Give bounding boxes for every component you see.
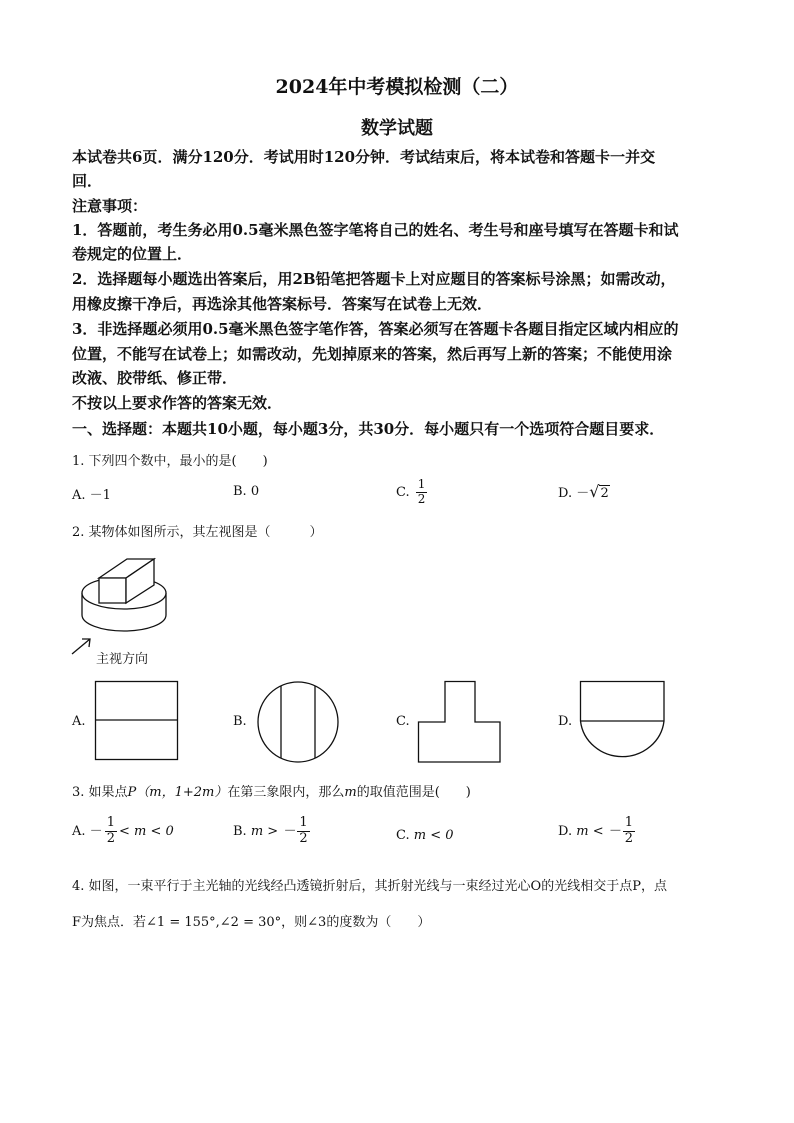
q3-option-a-minus: － [89, 823, 103, 839]
q3-option-a-numerator: 1 [106, 815, 115, 830]
q1-option-a: A. －1 [72, 488, 111, 503]
q3-variable: m [344, 785, 357, 800]
q3-option-d-label: D. [558, 823, 573, 839]
q3-option-d-denominator: 2 [624, 830, 634, 846]
note-2-line-2: 用橡皮擦干净后，再选涂其他答案标号．答案写在试卷上无效． [72, 295, 493, 313]
q2-option-b-label: B. [233, 714, 247, 729]
q1-option-c [396, 478, 429, 507]
intro-line-1: 本试卷共6页．满分120分．考试用时120分钟．考试结束后，将本试卷和答题卡一并交 [72, 148, 656, 166]
q1-option-c-label: C. [396, 484, 410, 500]
intro-line-2: 回． [72, 172, 103, 190]
q1-option-d [558, 482, 610, 501]
q3-point: P [127, 785, 137, 800]
q1-option-c-numerator: 1 [417, 477, 426, 491]
q3-option-c [396, 828, 454, 843]
q2-stem: 2. 某物体如图所示，其左视图是（ ） [72, 525, 323, 540]
sqrt-sign-icon: √ [589, 482, 600, 501]
note-1-line-1: 1．答题前，考生务必用0.5毫米黑色签字笔将自己的姓名、考生号和座号填写在答题卡和试 [72, 221, 679, 239]
q3-option-c-inequality: m < 0 [413, 828, 454, 843]
q3-option-a-denominator: 2 [106, 830, 115, 846]
q3-stem-middle: 在第三象限内，那么 [227, 785, 345, 800]
q3-option-b-numerator: 1 [299, 815, 308, 830]
q1-option-d-radicand: 2 [600, 486, 609, 501]
q1-stem: 1. 下列四个数中，最小的是( ) [72, 454, 268, 469]
q4-line-2: F为焦点．若∠1 = 155°,∠2 = 30°，则∠3的度数为（ ） [72, 915, 431, 930]
page-title: 2024年中考模拟检测（二） [275, 76, 519, 98]
q2-option-b-figure [256, 681, 340, 765]
q3-option-b-denominator: 2 [299, 830, 308, 846]
q3-option-a-inequality: < m < 0 [118, 823, 174, 839]
section-1-heading: 一、选择题：本题共10小题，每小题3分，共30分．每小题只有一个选项符合题目要求． [72, 420, 665, 438]
q1-option-c-denominator: 2 [417, 491, 426, 506]
q2-direction-label: 主视方向 [96, 652, 149, 667]
q3-option-a-label: A. [72, 823, 86, 839]
note-2-line-1: 2．选择题每小题选出答案后，用2B铅笔把答题卡上对应题目的答案标号涂黑；如需改动， [72, 270, 676, 288]
q3-stem-prefix: 3. 如果点 [72, 785, 128, 800]
q3-option-c-label: C. [396, 828, 410, 843]
q2-solid-figure [60, 545, 190, 665]
q2-option-d-figure [580, 681, 666, 765]
page-subtitle: 数学试题 [361, 118, 433, 139]
q3-coords: （m，1+2m） [136, 785, 228, 800]
note-3-line-2: 位置，不能写在试卷上；如需改动，先划掉原来的答案，然后再写上新的答案；不能使用涂 [72, 345, 673, 363]
note-3-line-3: 改液、胶带纸、修正带． [72, 369, 238, 387]
q3-option-b-label: B. [233, 823, 247, 839]
q3-stem-end: 的取值范围是( ) [356, 785, 471, 800]
q3-option-d-numerator: 1 [624, 815, 634, 830]
note-3-line-1: 3．非选择题必须用0.5毫米黑色签字笔作答，答案必须写在答题卡各题目指定区域内相应的 [72, 320, 679, 338]
q1-option-d-label: D. － [558, 486, 590, 501]
q3-option-a [72, 816, 174, 847]
q2-option-d-label: D. [558, 714, 573, 729]
q2-option-a-label: A. [72, 714, 86, 729]
notes-final: 不按以上要求作答的答案无效． [72, 394, 283, 412]
q3-stem [72, 781, 471, 800]
q4-line-1: 4. 如图，一束平行于主光轴的光线经凸透镜折射后，其折射光线与一束经过光心O的光线相交于点P，点 [72, 879, 667, 894]
notes-heading: 注意事项： [72, 197, 148, 215]
q3-option-d [558, 816, 637, 847]
q2-option-c-label: C. [396, 714, 410, 729]
q1-option-b: B. 0 [233, 484, 260, 499]
q3-option-b [233, 816, 312, 847]
q3-option-d-inequality: m < － [576, 823, 621, 839]
note-1-line-2: 卷规定的位置上． [72, 245, 193, 263]
q2-option-a-figure [95, 681, 179, 761]
q2-option-c-figure [418, 681, 502, 765]
q3-option-b-inequality: m > － [250, 823, 296, 839]
